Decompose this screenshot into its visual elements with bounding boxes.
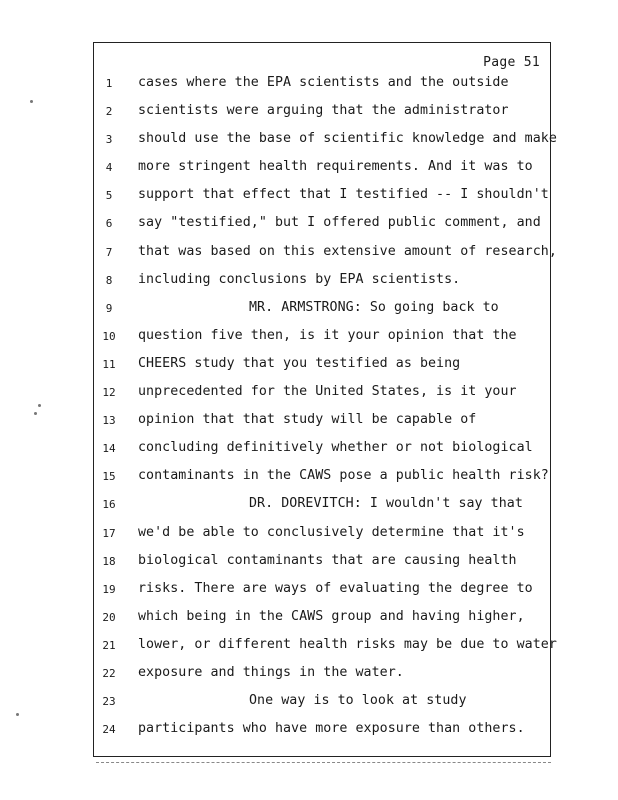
transcript-page-frame [93,42,557,757]
line-text: biological contaminants that are causing health [138,552,517,568]
scan-speck [38,404,41,407]
line-text: question five then, is it your opinion that the [138,327,517,343]
line-number: 8 [105,273,113,287]
transcript-line [94,380,550,408]
transcript-line [94,155,550,183]
scan-speck [34,412,37,415]
line-number: 22 [102,666,116,680]
line-number: 5 [105,189,113,203]
transcript-line [94,408,550,436]
line-text: which being in the CAWS group and having higher, [138,608,525,624]
line-number: 17 [102,526,116,540]
scan-speck [16,713,19,716]
line-number: 10 [102,329,116,343]
transcript-line [94,352,550,380]
line-text: lower, or different health risks may be due to water [138,636,557,652]
transcript-line [94,183,550,211]
line-number: 19 [102,582,116,596]
line-text: that was based on this extensive amount of research, [138,243,557,259]
scan-speck [30,100,33,103]
page-number: Page 51 [483,55,540,70]
line-number: 11 [102,357,116,371]
line-number: 1 [105,77,113,90]
transcript-line [94,605,550,633]
transcript-line [94,549,550,577]
line-text: should use the base of scientific knowledge and make [138,131,557,147]
line-text: more stringent health requirements. And it was to [138,159,533,175]
transcript-line [94,324,550,352]
line-text: participants who have more exposure than others. [138,721,525,737]
line-number: 7 [105,245,113,259]
line-number: 20 [102,610,116,624]
line-number: 21 [102,638,116,652]
transcript-line [94,211,550,239]
bottom-scan-rule [96,762,551,763]
speaker-line-text: MR. ARMSTRONG: So going back to [249,299,499,315]
transcript-line [94,689,550,717]
line-text: say "testified," but I offered public comment, and [138,215,541,231]
transcript-line [94,492,550,520]
transcript-lines [94,71,557,745]
transcript-line [94,661,550,689]
speaker-line-text: DR. DOREVITCH: I wouldn't say that [249,496,523,512]
transcript-line [94,436,550,464]
line-number: 9 [105,301,113,315]
line-number: 15 [102,470,116,484]
line-number: 13 [102,414,116,428]
line-number: 6 [105,217,113,231]
line-text: opinion that that study will be capable of [138,412,477,428]
transcript-line [94,717,550,745]
transcript-line [94,577,550,605]
transcript-line [94,71,550,99]
transcript-line [94,268,550,296]
line-number: 23 [102,695,116,709]
line-number: 24 [102,723,116,737]
line-text: scientists were arguing that the administrator [138,103,509,119]
line-text: contaminants in the CAWS pose a public health risk? [138,468,549,484]
line-text: we'd be able to conclusively determine that it's [138,524,525,540]
line-number: 3 [105,133,113,147]
transcript-line [94,464,550,492]
line-text: concluding definitively whether or not biological [138,440,533,456]
transcript-line [94,633,557,661]
line-text: cases where the EPA scientists and the outside [138,75,509,90]
line-text: One way is to look at study [249,693,467,709]
line-text: unprecedented for the United States, is it your [138,384,517,400]
line-text: exposure and things in the water. [138,664,404,680]
line-number: 16 [102,498,116,512]
line-text: risks. There are ways of evaluating the degree to [138,580,533,596]
transcript-line [94,240,557,268]
line-number: 14 [102,442,116,456]
line-text: CHEERS study that you testified as being [138,355,461,371]
line-number: 2 [105,105,113,119]
transcript-line [94,296,550,324]
line-text: support that effect that I testified -- I shouldn't [138,187,549,203]
line-number: 18 [102,554,116,568]
transcript-line [94,521,550,549]
line-number: 4 [105,161,113,175]
line-text: including conclusions by EPA scientists. [138,271,461,287]
transcript-line [94,99,550,127]
line-number: 12 [102,386,116,400]
transcript-line [94,127,557,155]
